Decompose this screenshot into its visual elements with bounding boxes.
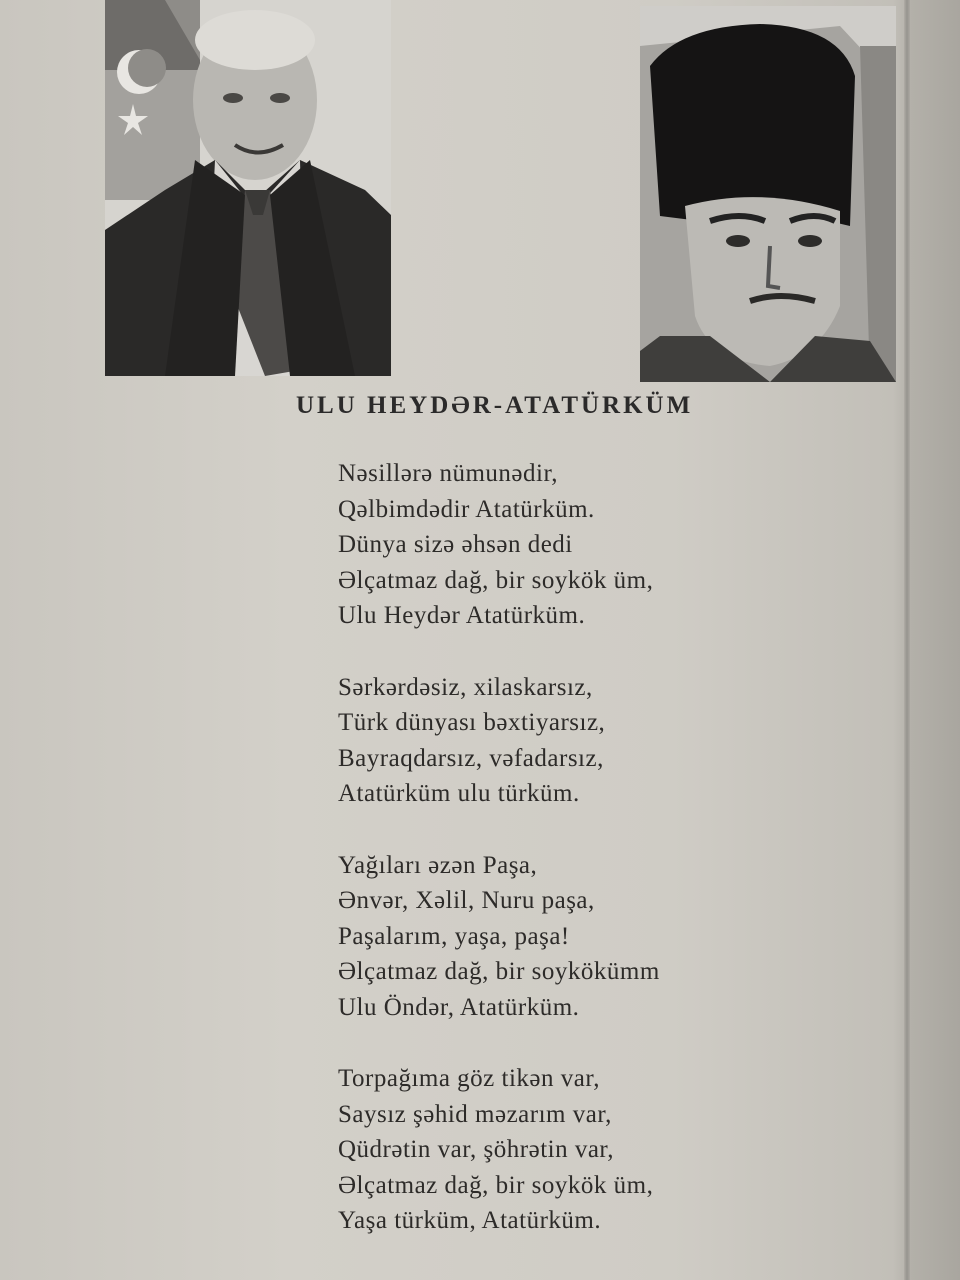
stanza-2 [338, 670, 858, 812]
book-gutter [904, 0, 910, 1280]
poem-line: Sərkərdəsiz, xilaskarsız, [338, 673, 593, 701]
poem-line: Qəlbimdədir Atatürküm. [338, 495, 595, 523]
poem-line: Atatürküm ulu türküm. [338, 780, 580, 807]
portrait-photo-icon [640, 6, 896, 382]
poem-line: Torpağıma göz tikən var, [338, 1065, 600, 1092]
poem-line: Əlçatmaz dağ, bir soykökümm [338, 958, 660, 985]
poem-line: Bayraqdarsız, vəfadarsız, [338, 744, 604, 772]
portrait-photo-right [640, 6, 896, 382]
portrait-photo-icon [105, 0, 391, 376]
portrait-photo-left [105, 0, 391, 376]
poem-line: Saysız şəhid məzarım var, [338, 1100, 612, 1128]
poem-line: Nəsillərə nümunədir, [338, 460, 559, 487]
stanza-3 [338, 848, 858, 1026]
poem-body [338, 456, 858, 1275]
poem-line: Yağıları əzən Paşa, [338, 851, 538, 879]
poem-line: Qüdrətin var, şöhrətin var, [338, 1136, 614, 1163]
poem-line: Paşalarım, yaşa, paşa! [338, 922, 570, 950]
poem-line: Ulu Öndər, Atatürküm. [338, 993, 580, 1021]
stanza-4 [338, 1061, 858, 1239]
poem-line: Türk dünyası bəxtiyarsız, [338, 709, 606, 736]
poem-line: Yaşa türküm, Atatürküm. [338, 1207, 602, 1234]
stanza-1 [338, 456, 858, 634]
poem-title: ULU HEYDƏR-ATATÜRKÜM [296, 392, 694, 419]
poem-line: Dünya sizə əhsən dedi [338, 531, 573, 558]
poem-line: Əlçatmaz dağ, bir soykök üm, [338, 566, 654, 594]
poem-line: Ulu Heydər Atatürküm. [338, 602, 586, 629]
poem-line: Ənvər, Xəlil, Nuru paşa, [338, 887, 595, 914]
poem-line: Əlçatmaz dağ, bir soykök üm, [338, 1171, 654, 1199]
